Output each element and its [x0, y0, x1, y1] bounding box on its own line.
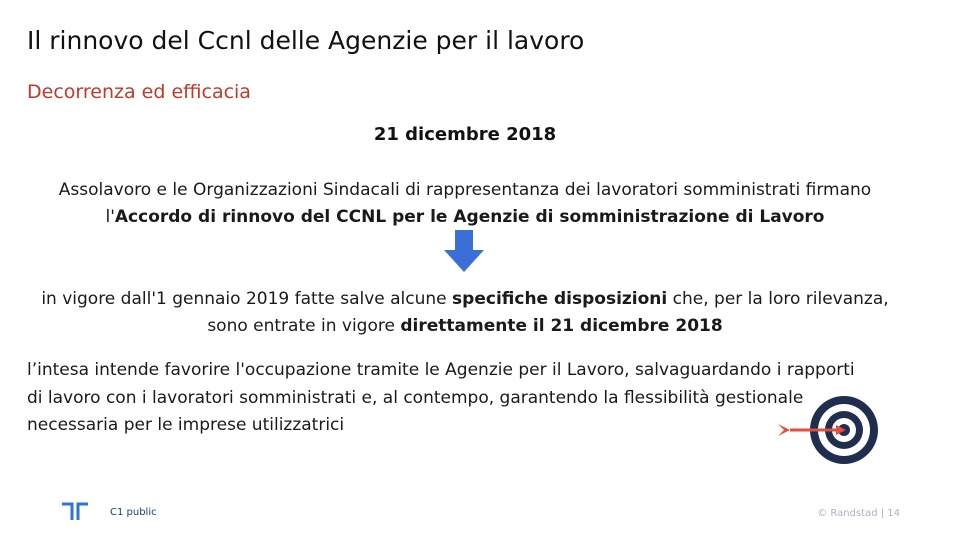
paragraph2-line2-prefix: sono entrate in vigore [207, 316, 401, 336]
paragraph2-line1-suffix: che, per la loro rilevanza, [667, 289, 889, 309]
paragraph1-line2 [0, 207, 930, 227]
section-subtitle: Decorrenza ed efficacia [27, 81, 251, 103]
paragraph3-line2: di lavoro con i lavoratori somministrati e, al contempo, garantendo la flessibilità gestionale [27, 388, 804, 408]
footer-copyright: © Randstad | 14 [817, 508, 900, 519]
paragraph1-line2-bold: Accordo di rinnovo del CCNL per le Agenzie di somministrazione di Lavoro [114, 207, 825, 227]
date-heading: 21 dicembre 2018 [373, 124, 557, 145]
paragraph2-line2 [0, 316, 930, 336]
paragraph3-line3: necessaria per le imprese utilizzatrici [27, 415, 345, 435]
paragraph3-line1: l’intesa intende favorire l'occupazione tramite le Agenzie per il Lavoro, salvaguardando i rapporti [27, 360, 855, 380]
randstad-logo-icon [60, 500, 90, 522]
paragraph1-line1: Assolavoro e le Organizzazioni Sindacali di rappresentanza dei lavoratori somministrati firmano [58, 180, 872, 200]
target-icon [776, 393, 884, 467]
paragraph2-line1-prefix: in vigore dall'1 gennaio 2019 fatte salve alcune [41, 289, 453, 309]
paragraph2-line2-bold: direttamente il 21 dicembre 2018 [400, 316, 723, 336]
page-title: Il rinnovo del Ccnl delle Agenzie per il lavoro [27, 26, 585, 55]
classification-label: C1 public [110, 507, 157, 518]
paragraph2-line1 [0, 289, 930, 309]
arrow-down-icon [442, 230, 486, 274]
paragraph2-line1-bold: specifiche disposizioni [452, 289, 668, 309]
paragraph1-line2-prefix: l' [105, 207, 115, 227]
